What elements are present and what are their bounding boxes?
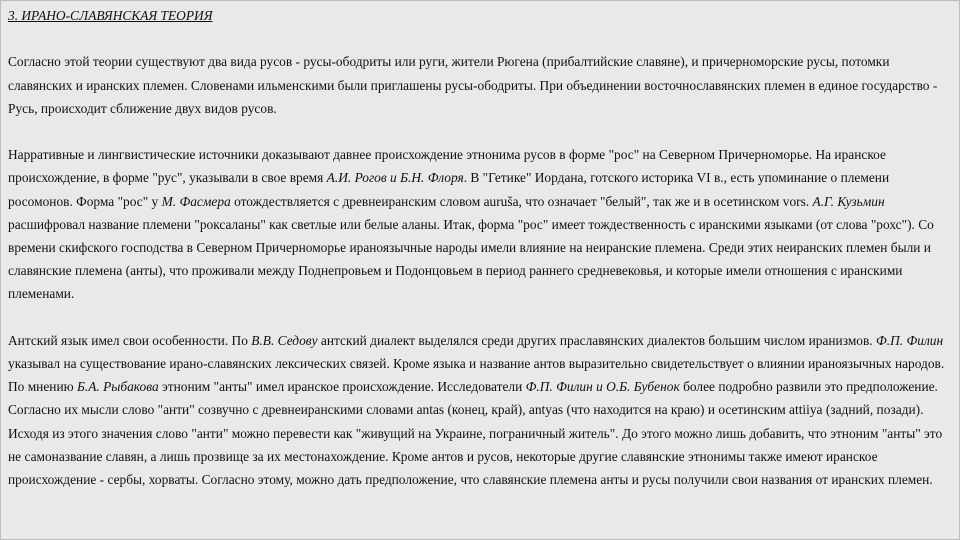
paragraph-text: Антский язык имел свои особенности. По — [8, 332, 252, 348]
paragraph-ants-language — [8, 306, 952, 492]
paragraph-text: отождествляется с древнеиранским словом auruša, что означает "белый", так же и в осетинском vors. — [230, 193, 813, 209]
paragraph-text: более подробно развили это предположение. Согласно их мысли слово "анти" созвучно с древнеиранскими словами antas (конец, край), antyas (что находится на краю) и осетинским attiiya (задний, позади). Исходя из этого значения слово "анти" можно перевести как "живущий на Украине, пограничный житель". До этого можно лишь добавить, что этноним "анты" это не самоназвание славян, а лишь прозвище за их местонахождение. Кроме антов и русов, некоторые другие славянские этнонимы также имеют иранское происхождение - сербы, хорваты. Согласно этому, можно дать предположение, что славянские племена анты и русы получили свои названия от иранских племен. — [8, 379, 943, 488]
cited-author: Ф.П. Филин — [876, 332, 944, 348]
cited-author: М. Фасмера — [161, 193, 231, 209]
paragraph-text: . В "Гетике" Иордана, готского историка VI в., есть упоминание о племени росомонов. Форма "рос" у — [8, 170, 890, 209]
cited-author: А.И. Рогов и Б.Н. Флоря — [326, 170, 464, 186]
paragraph-text: Нарративные и лингвистические источники доказывают давнее происхождение этнонима русов в форме "рос" на Северном Причерноморье. На иранское происхождение, в форме "рус", указывали в свое время — [8, 147, 886, 186]
paragraph-text: антский диалект выделялся среди других праславянских диалектов большим числом иранизмов. — [317, 332, 877, 348]
paragraph-rus-types — [8, 27, 952, 120]
paragraph-rus-ethnonym — [8, 120, 952, 306]
paragraph-text: указывал на существование ирано-славянских лексических связей. Кроме языка и название антов выразительно свидетельствует о влиянии ираноязычных народов. По мнению — [8, 356, 945, 395]
slide-title: 3. ИРАНО-СЛАВЯНСКАЯ ТЕОРИЯ — [8, 8, 213, 23]
cited-author: А.Г. Кузьмин — [812, 193, 885, 209]
cited-author: Ф.П. Филин и О.Б. Бубенок — [525, 379, 680, 395]
slide-content — [8, 4, 952, 491]
paragraph-text: этноним "анты" имел иранское происхождение. Исследователи — [158, 379, 526, 395]
cited-author: Б.А. Рыбакова — [76, 379, 159, 395]
cited-author: В.В. Седову — [251, 332, 318, 348]
paragraph-text: расшифровал название племени "роксаланы" как светлые или белые аланы. Итак, форма "рос" имеет тождественность с иранскими языками (от слова "рохс"). Со времени скифского господства в Северном Причерноморье ираноязычные народы имели влияние на неиранские племена. Среди этих неиранских племен были и славянские племена (анты), что проживали между Поднепровьем и Подонцовьем в период раннего средневековья, и которые имели отношения с иранскими племенами. — [8, 216, 934, 302]
paragraph-text: Согласно этой теории существуют два вида русов - русы-ободриты или руги, жители Рюгена (прибалтийские славяне), и причерноморские русы, потомки славянских и иранских племен. Словенами ильменскими были приглашены русы-ободриты. При объединении восточнославянских племен в единое государство - Русь, происходит сближение двух видов русов. — [8, 54, 938, 116]
